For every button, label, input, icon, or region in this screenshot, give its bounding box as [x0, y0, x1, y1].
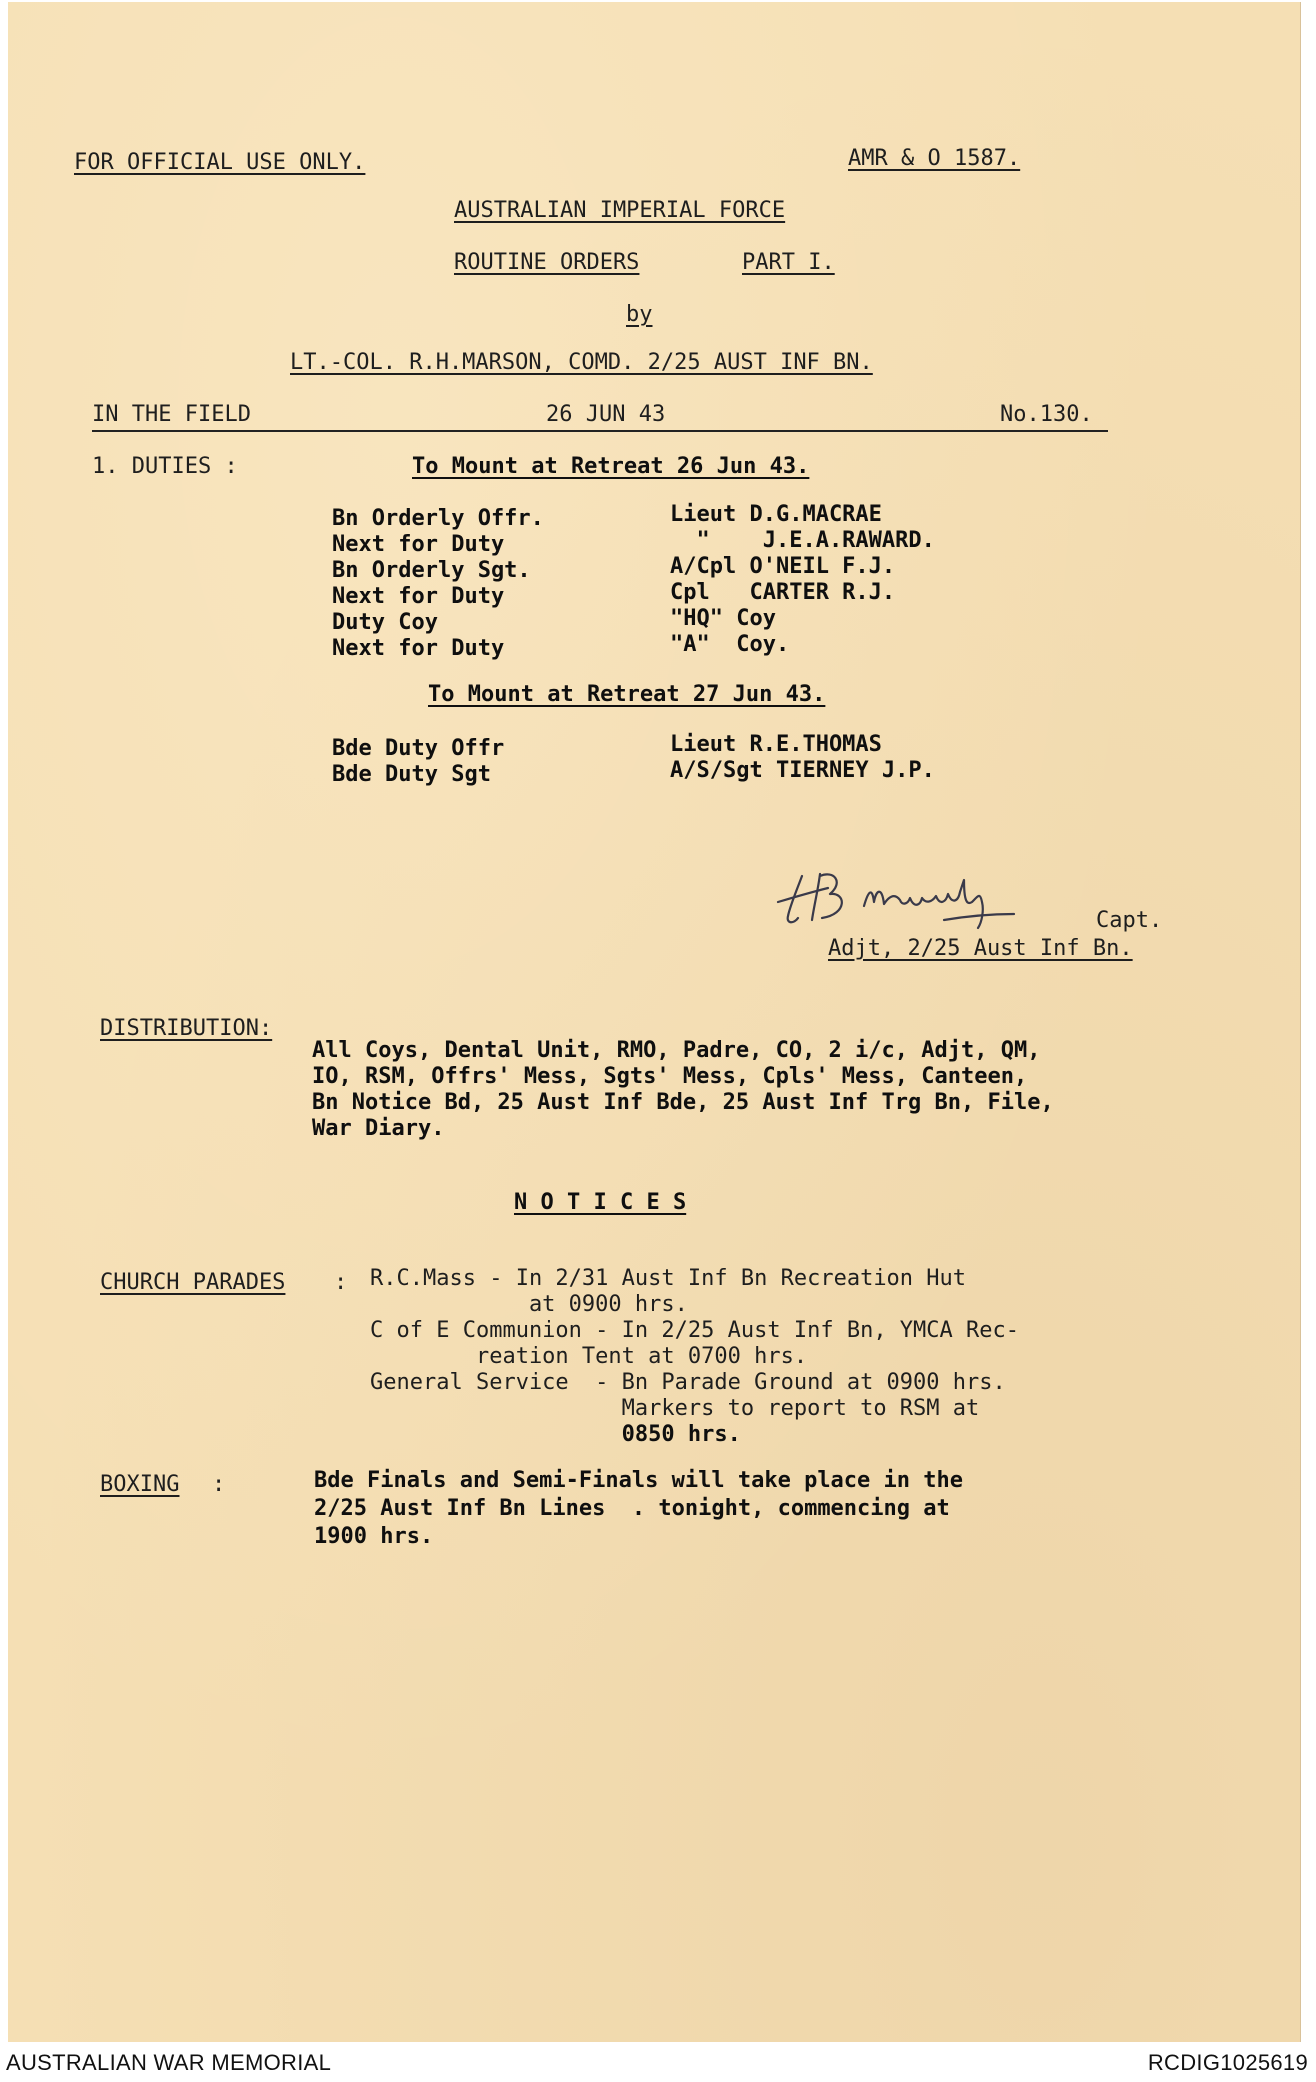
duty-name: A/S/Sgt TIERNEY J.P. [670, 758, 935, 783]
church-line: General Service - Bn Parade Ground at 0900 hrs. [370, 1370, 1006, 1395]
document-sheet [8, 2, 1301, 2042]
church-line: Markers to report to RSM at [370, 1396, 980, 1421]
duty-role: Bn Orderly Offr. [332, 506, 544, 531]
boxing-line: Bde Finals and Semi-Finals will take place in the [314, 1468, 964, 1493]
duty-name: "A" Coy. [670, 632, 790, 657]
boxing-colon: : [212, 1472, 226, 1497]
church-parades-colon: : [334, 1270, 348, 1295]
notices-heading: N O T I C E S [514, 1190, 687, 1215]
location: IN THE FIELD [92, 402, 251, 427]
duty-name: Cpl CARTER R.J. [670, 580, 896, 605]
church-line: at 0900 hrs. [370, 1292, 688, 1317]
distribution-line: IO, RSM, Offrs' Mess, Sgts' Mess, Cpls' Mess, Canteen, [312, 1064, 1028, 1089]
distribution-line: Bn Notice Bd, 25 Aust Inf Bde, 25 Aust Inf Trg Bn, File, [312, 1090, 1054, 1115]
reference-number: AMR & O 1587. [848, 146, 1021, 171]
duty-role: Next for Duty [332, 532, 505, 557]
duties-label: 1. DUTIES : [92, 454, 238, 479]
order-date: 26 JUN 43 [546, 402, 666, 427]
by-label: by [626, 302, 653, 327]
church-line: C of E Communion - In 2/25 Aust Inf Bn, YMCA Rec- [370, 1318, 1020, 1343]
duty-role: Bn Orderly Sgt. [332, 558, 531, 583]
boxing-line: 1900 hrs. [314, 1524, 434, 1549]
duty-role: Bde Duty Offr [332, 736, 505, 761]
orders-title: ROUTINE ORDERS [454, 250, 640, 275]
church-line: reation Tent at 0700 hrs. [370, 1344, 808, 1369]
duty-role: Next for Duty [332, 584, 505, 609]
signatory-title: Adjt, 2/25 Aust Inf Bn. [828, 936, 1133, 961]
distribution-line: War Diary. [312, 1116, 445, 1141]
duty-role: Bde Duty Sgt [332, 762, 491, 787]
duty-heading-2: To Mount at Retreat 27 Jun 43. [428, 682, 826, 707]
part-label: PART I. [742, 250, 835, 275]
church-line: R.C.Mass - In 2/31 Aust Inf Bn Recreation Hut [370, 1266, 967, 1291]
boxing-line: 2/25 Aust Inf Bn Lines . tonight, commencing at [314, 1496, 950, 1521]
signatory-rank: Capt. [1096, 908, 1163, 933]
boxing-label: BOXING [100, 1472, 180, 1497]
order-number: No.130. [1000, 402, 1093, 427]
duty-role: Next for Duty [332, 636, 505, 661]
duty-name: Lieut R.E.THOMAS [670, 732, 882, 757]
force-title: AUSTRALIAN IMPERIAL FORCE [454, 198, 786, 223]
duty-name: Lieut D.G.MACRAE [670, 502, 882, 527]
header-rule [92, 430, 1108, 432]
distribution-line: All Coys, Dental Unit, RMO, Padre, CO, 2 i/c, Adjt, QM, [312, 1038, 1041, 1063]
footer-archive-name: AUSTRALIAN WAR MEMORIAL [6, 2050, 332, 2075]
footer-record-id: RCDIG1025619 [1147, 2050, 1308, 2075]
handwritten-signature [768, 862, 1108, 942]
duty-role: Duty Coy [332, 610, 438, 635]
duty-name: A/Cpl O'NEIL F.J. [670, 554, 896, 579]
classification: FOR OFFICIAL USE ONLY. [74, 150, 366, 175]
duty-heading-1: To Mount at Retreat 26 Jun 43. [412, 454, 810, 479]
distribution-label: DISTRIBUTION: [100, 1016, 273, 1041]
church-parades-label: CHURCH PARADES [100, 1270, 286, 1295]
church-line: 0850 hrs. [370, 1422, 741, 1447]
duty-name: "HQ" Coy [670, 606, 776, 631]
duty-name: " J.E.A.RAWARD. [670, 528, 935, 553]
commander-line: LT.-COL. R.H.MARSON, COMD. 2/25 AUST INF BN. [290, 350, 873, 375]
